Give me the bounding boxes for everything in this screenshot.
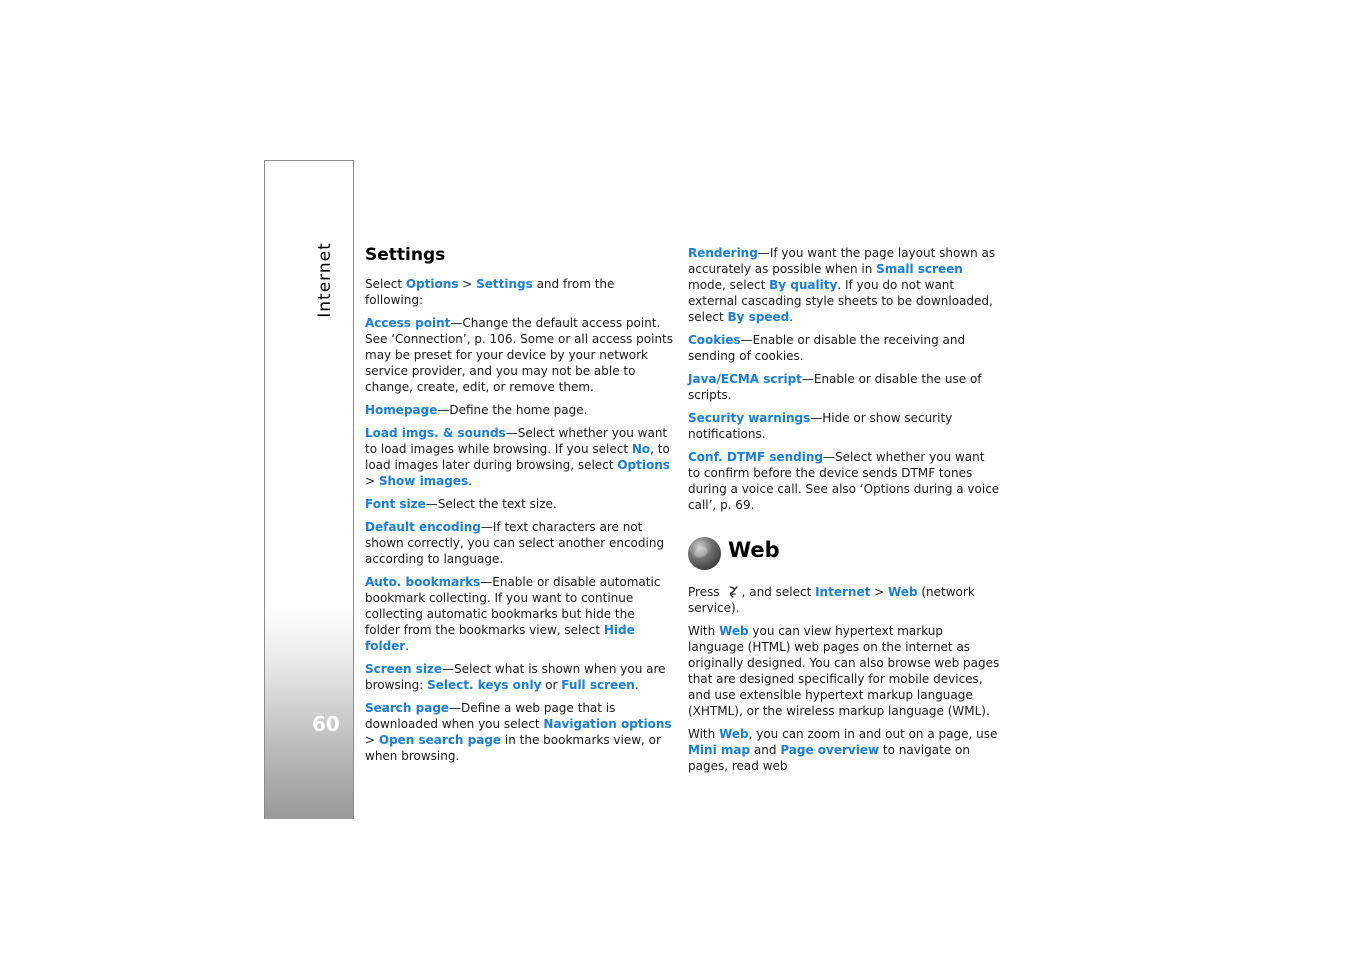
menu-key-icon [726, 585, 740, 599]
setting-homepage: Homepage—Define the home page. [365, 403, 588, 417]
web-heading-row [688, 529, 1000, 570]
settings-intro: Select Options > Settings and from the following: [365, 277, 615, 307]
setting-screen-size: Screen size—Select what is shown when you are browsing: Select. keys only or Full screen. [365, 662, 666, 692]
setting-access-point: Access point—Change the default access point. See ‘Connection’, p. 106. Some or all access points may be preset for your device by your network service provider, and you may not be able to change, create, edit, or remove them. [365, 316, 674, 394]
section-tab-label: Internet [315, 242, 335, 318]
setting-search-page: Search page—Define a web page that is downloaded when you select Navigation options > Open search page in the bookmarks view, or when browsing. [365, 701, 672, 763]
setting-dtmf-sending: Conf. DTMF sending—Select whether you want to confirm before the device sends DTMF tones during a voice call. See also ‘Options during a voice call’, p. 69. [688, 450, 1000, 512]
page-number: 60 [312, 712, 340, 736]
right-column [688, 245, 1000, 781]
settings-heading: Settings [365, 245, 446, 265]
left-column [365, 243, 673, 771]
setting-security-warnings: Security warnings—Hide or show security notifications. [688, 411, 953, 441]
web-paragraph-1: With Web you can view hypertext markup language (HTML) web pages on the internet as originally designed. You can also browse web pages that are designed specifically for mobile devices, and use extensible hypertext markup language (XHTML), or the wireless markup language (WML). [688, 624, 1000, 718]
web-paragraph-2: With Web, you can zoom in and out on a page, use Mini map and Page overview to navigate on pages, read web [688, 727, 998, 773]
web-heading: Web [728, 537, 780, 562]
setting-rendering: Rendering—If you want the page layout shown as accurately as possible when in Small screen mode, select By quality. If you do not want external cascading style sheets to be downloaded, select By speed. [688, 246, 996, 324]
setting-default-encoding: Default encoding—If text characters are not shown correctly, you can select another encoding according to language. [365, 520, 665, 566]
setting-load-images: Load imgs. & sounds—Select whether you want to load images while browsing. If you select No, to load images later during browsing, select Options > Show images. [365, 426, 670, 488]
setting-java-script: Java/ECMA script—Enable or disable the use of scripts. [688, 372, 982, 402]
chapter-sidebar [264, 160, 354, 819]
globe-icon [688, 537, 721, 570]
setting-auto-bookmarks: Auto. bookmarks—Enable or disable automatic bookmark collecting. If you want to continue collecting automatic bookmarks but hide the folder from the bookmarks view, select Hide folder. [365, 575, 661, 653]
web-press-instruction: Press , and select Internet > Web (network service). [688, 585, 975, 615]
setting-font-size: Font size—Select the text size. [365, 497, 557, 511]
setting-cookies: Cookies—Enable or disable the receiving and sending of cookies. [688, 333, 966, 363]
